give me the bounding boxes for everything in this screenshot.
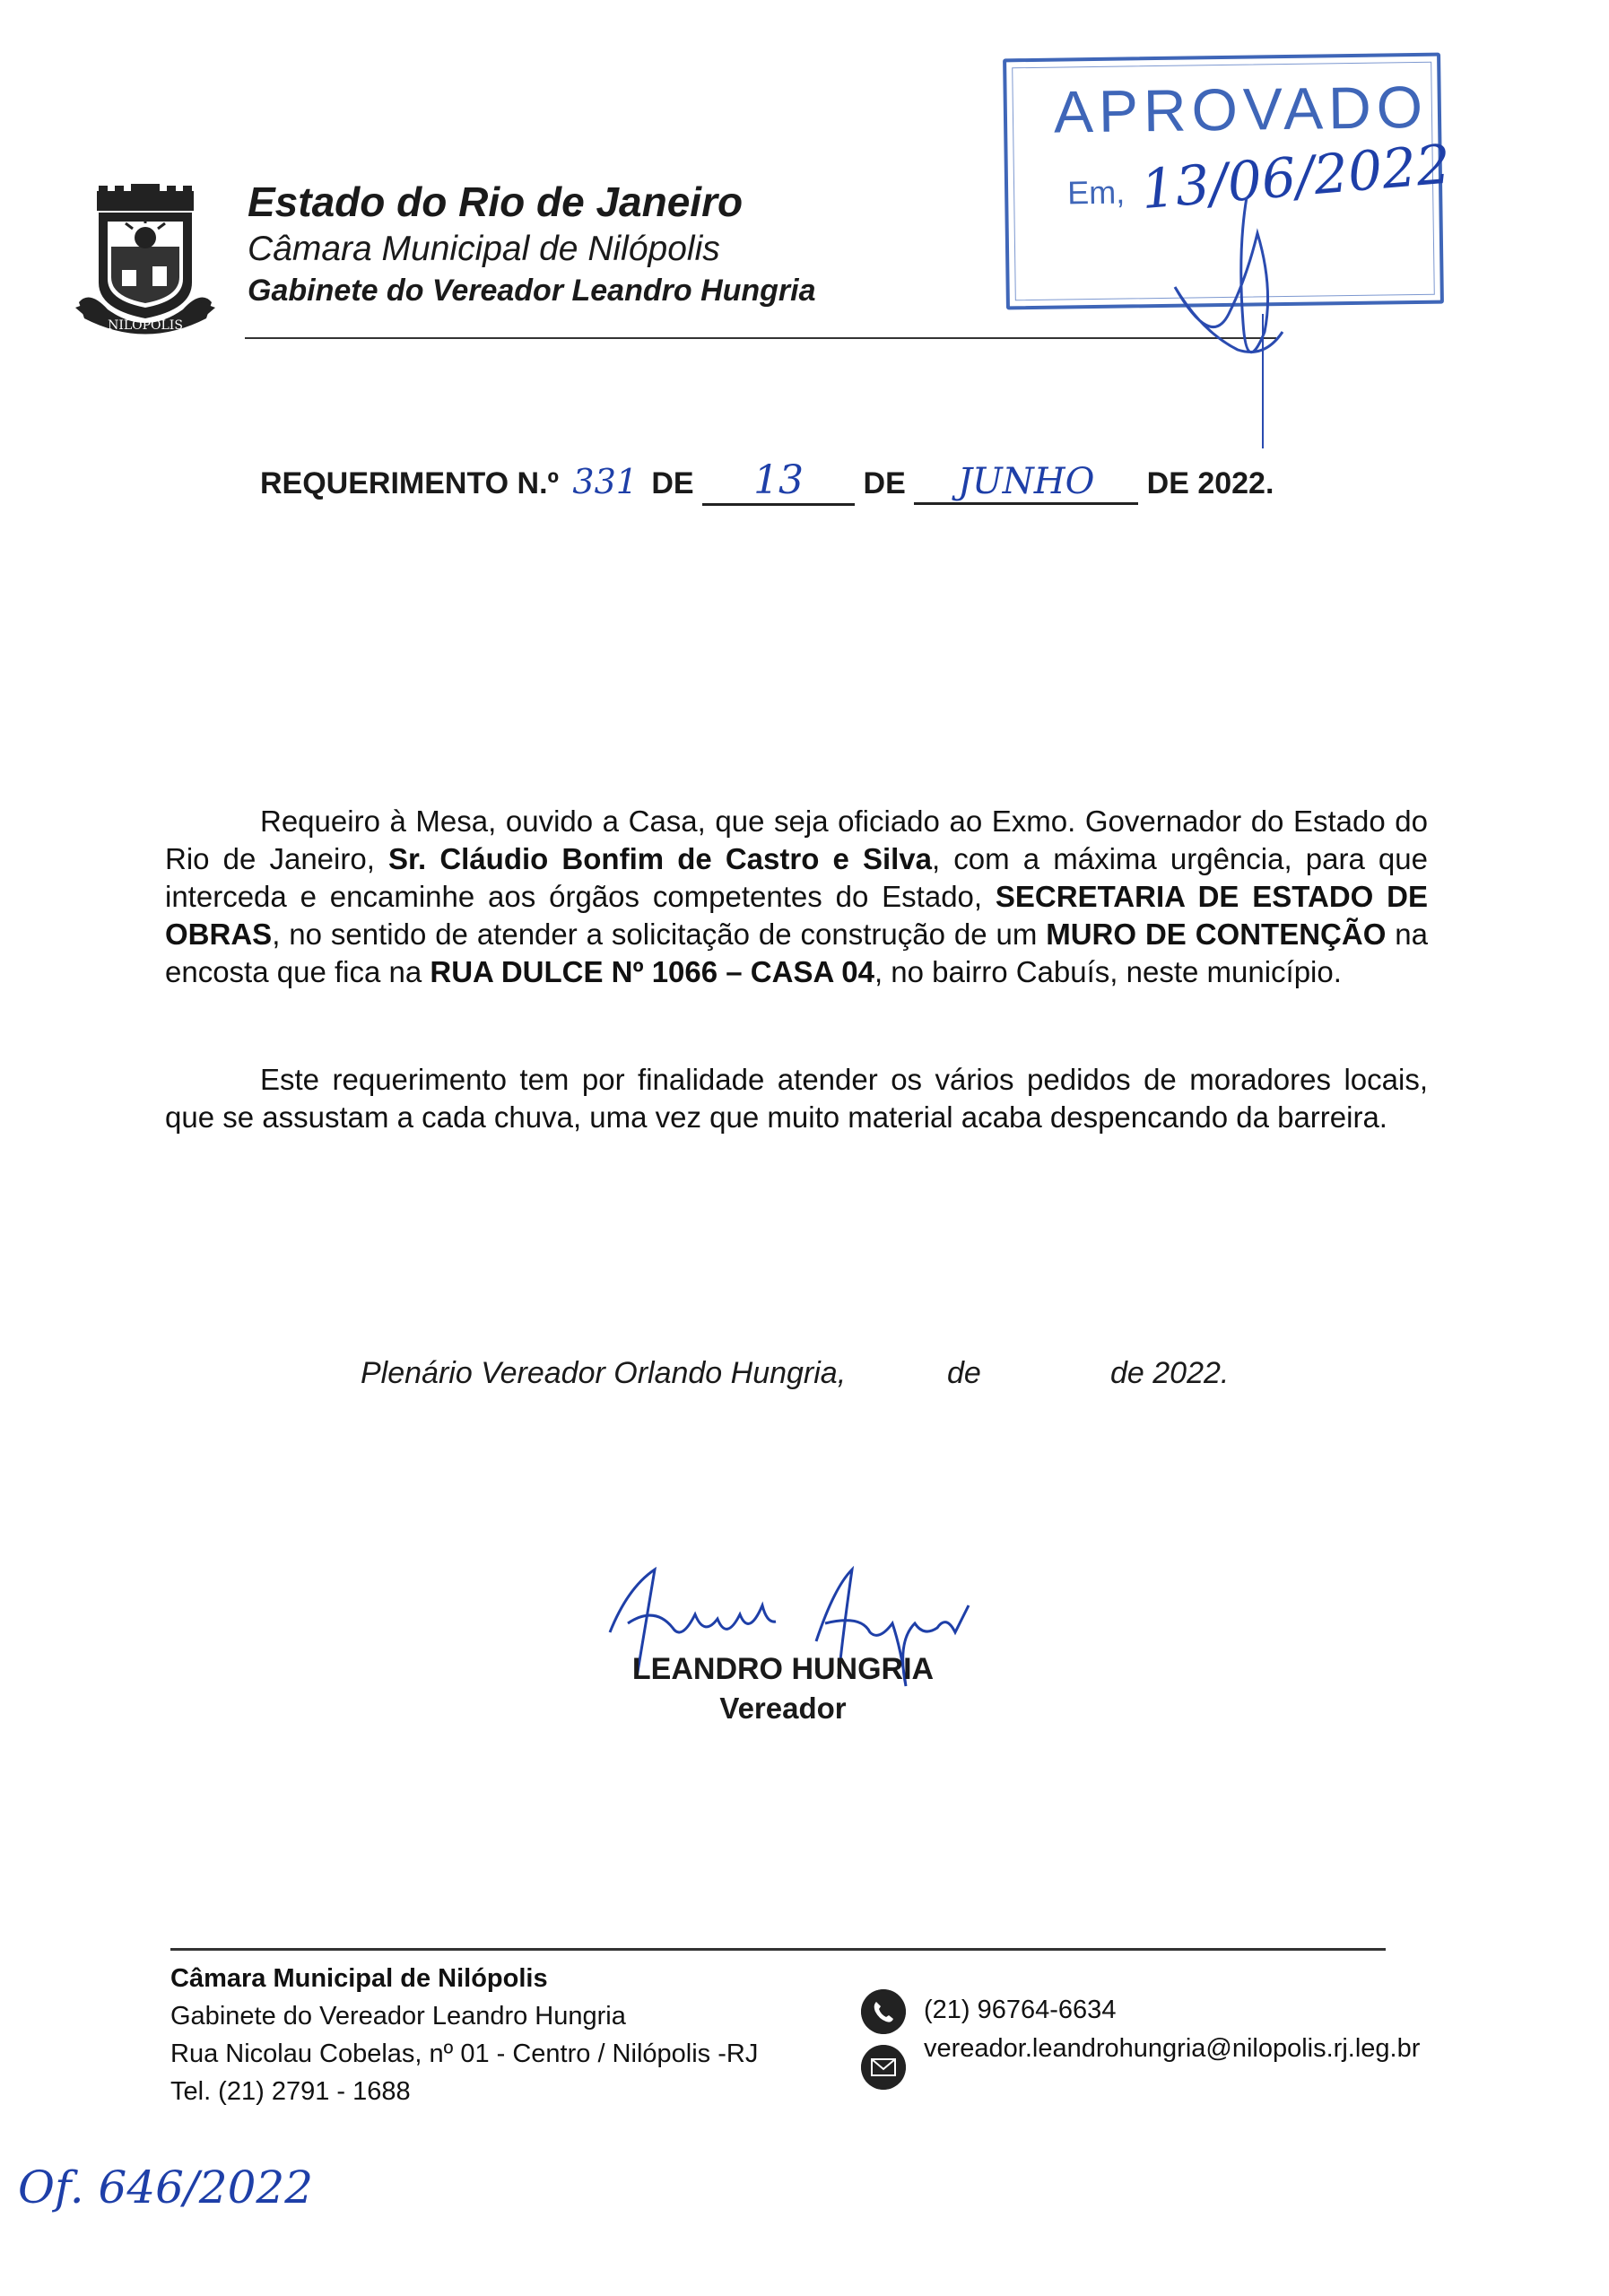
req-month-field: JUNHO [914, 461, 1138, 505]
footer-email: vereador.leandrohungria@nilopolis.rj.leg.br [924, 2034, 1421, 2063]
envelope-icon [861, 2045, 906, 2090]
header-divider [245, 337, 1276, 339]
plenario-de: de [947, 1356, 981, 1390]
footer-telephone: Tel. (21) 2791 - 1688 [170, 2077, 411, 2106]
footer-divider [170, 1948, 1386, 1951]
body-paragraph-2: Este requerimento tem por finalidade atender os vários pedidos de moradores locais, que se assustam a cada chuva, uma vez que muito material acaba despencando da barreira. [165, 1063, 1428, 1134]
stamp-handwritten-date: 13/06/2022 [1138, 133, 1454, 222]
footer-institution: Câmara Municipal de Nilópolis [170, 1964, 548, 1993]
signatory-name: LEANDRO HUNGRIA [631, 1652, 935, 1686]
stamp-word: APROVADO [1053, 73, 1429, 145]
req-day-field: 13 [702, 457, 855, 506]
municipal-crest-logo [72, 184, 220, 341]
signatory-role: Vereador [719, 1692, 847, 1725]
header-subtitle: Câmara Municipal de Nilópolis [248, 230, 720, 268]
req-de-2: DE [863, 466, 906, 500]
req-de-1: DE [651, 466, 694, 500]
plenario-text: Plenário Vereador Orlando Hungria, [361, 1356, 847, 1390]
req-number: 331 [572, 462, 638, 501]
whatsapp-icon [861, 1989, 906, 2034]
stamp-em-label: Em, [1066, 173, 1126, 212]
footer-address: Rua Nicolau Cobelas, nº 01 - Centro / Nilópolis -RJ [170, 2039, 759, 2068]
requerimento-line [260, 457, 1274, 506]
footer-office: Gabinete do Vereador Leandro Hungria [170, 2002, 626, 2031]
req-year: DE 2022. [1146, 466, 1274, 500]
header-title: Estado do Rio de Janeiro [248, 178, 744, 225]
plenario-year: de 2022. [1110, 1356, 1230, 1390]
header-office: Gabinete do Vereador Leandro Hungria [248, 274, 816, 308]
stamp-signature-scribble [1157, 179, 1318, 457]
body-paragraph-1: Requeiro à Mesa, ouvido a Casa, que seja oficiado ao Exmo. Governador do Estado do Rio de Janeiro, Sr. Cláudio Bonfim de Castro e Silva, com a máxima urgência, para que interceda e encaminhe aos órgãos competentes do Estado, SECRETARIA DE ESTADO DE OBRAS, no sentido de atender a solicitação de construção de um MURO DE CONTENÇÃO na encosta que fica na RUA DULCE Nº 1066 – CASA 04, no bairro Cabuís, neste município. [165, 804, 1429, 988]
footer-phone: (21) 96764-6634 [924, 1996, 1117, 2024]
svg-text:NILÓPOLIS: NILÓPOLIS [108, 318, 183, 333]
handwritten-note: Of. 646/2022 [18, 2161, 314, 2213]
req-label: REQUERIMENTO N.º [260, 466, 559, 500]
